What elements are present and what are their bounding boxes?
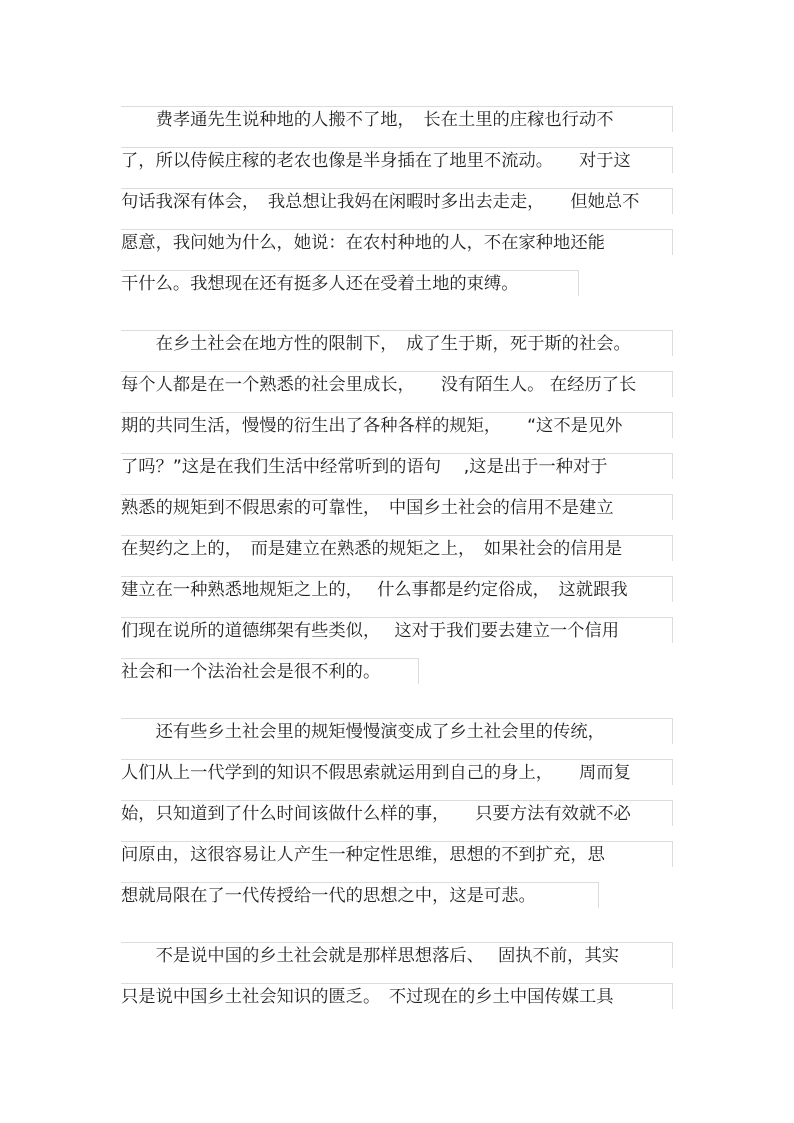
- paragraph-3-line-5: 想就局限在了一代传授给一代的思想之中，这是可悲。: [121, 882, 599, 908]
- paragraph-2-line-4: 了吗？”这是在我们生活中经常听到的语句 ,这是出于一种对于: [121, 453, 673, 479]
- paragraph-3-line-2: 人们从上一代学到的知识不假思索就运用到自己的身上， 周而复: [121, 759, 673, 785]
- paragraph-2-line-9: 社会和一个法治社会是很不利的。: [121, 658, 419, 684]
- paragraph-1-line-4: 愿意，我问她为什么，她说：在农村种地的人，不在家种地还能: [121, 229, 673, 255]
- paragraph-3-line-1: 还有些乡土社会里的规矩慢慢演变成了乡土社会里的传统，: [121, 718, 673, 744]
- paragraph-2-line-1: 在乡土社会在地方性的限制下， 成了生于斯，死于斯的社会。: [121, 330, 673, 356]
- paragraph-2-line-7: 建立在一种熟悉地规矩之上的， 什么事都是约定俗成， 这就跟我: [121, 576, 673, 602]
- paragraph-4-line-1: 不是说中国的乡土社会就是那样思想落后、 固执不前，其实: [121, 942, 673, 968]
- paragraph-1-line-2: 了，所以侍候庄稼的老农也像是半身插在了地里不流动。 对于这: [121, 147, 673, 173]
- paragraph-3-line-3: 始，只知道到了什么时间该做什么样的事， 只要方法有效就不必: [121, 800, 673, 826]
- paragraph-2-line-6: 在契约之上的， 而是建立在熟悉的规矩之上， 如果社会的信用是: [121, 535, 673, 561]
- paragraph-1-line-5: 干什么。我想现在还有挺多人还在受着土地的束缚。: [121, 270, 579, 296]
- paragraph-4-line-2: 只是说中国乡土社会知识的匮乏。 不过现在的乡土中国传媒工具: [121, 983, 673, 1009]
- paragraph-2-line-8: 们现在说所的道德绑架有些类似， 这对于我们要去建立一个信用: [121, 617, 673, 643]
- paragraph-2-line-3: 期的共同生活，慢慢的衍生出了各种各样的规矩， “这不是见外: [121, 412, 673, 438]
- paragraph-1-line-3: 句话我深有体会， 我总想让我妈在闲暇时多出去走走， 但她总不: [121, 188, 673, 214]
- paragraph-2-line-2: 每个人都是在一个熟悉的社会里成长， 没有陌生人。 在经历了长: [121, 371, 673, 397]
- paragraph-1-line-1: 费孝通先生说种地的人搬不了地， 长在土里的庄稼也行动不: [121, 106, 673, 132]
- paragraph-2-line-5: 熟悉的规矩到不假思索的可靠性， 中国乡土社会的信用不是建立: [121, 494, 673, 520]
- paragraph-3-line-4: 问原由，这很容易让人产生一种定性思维，思想的不到扩充，思: [121, 841, 673, 867]
